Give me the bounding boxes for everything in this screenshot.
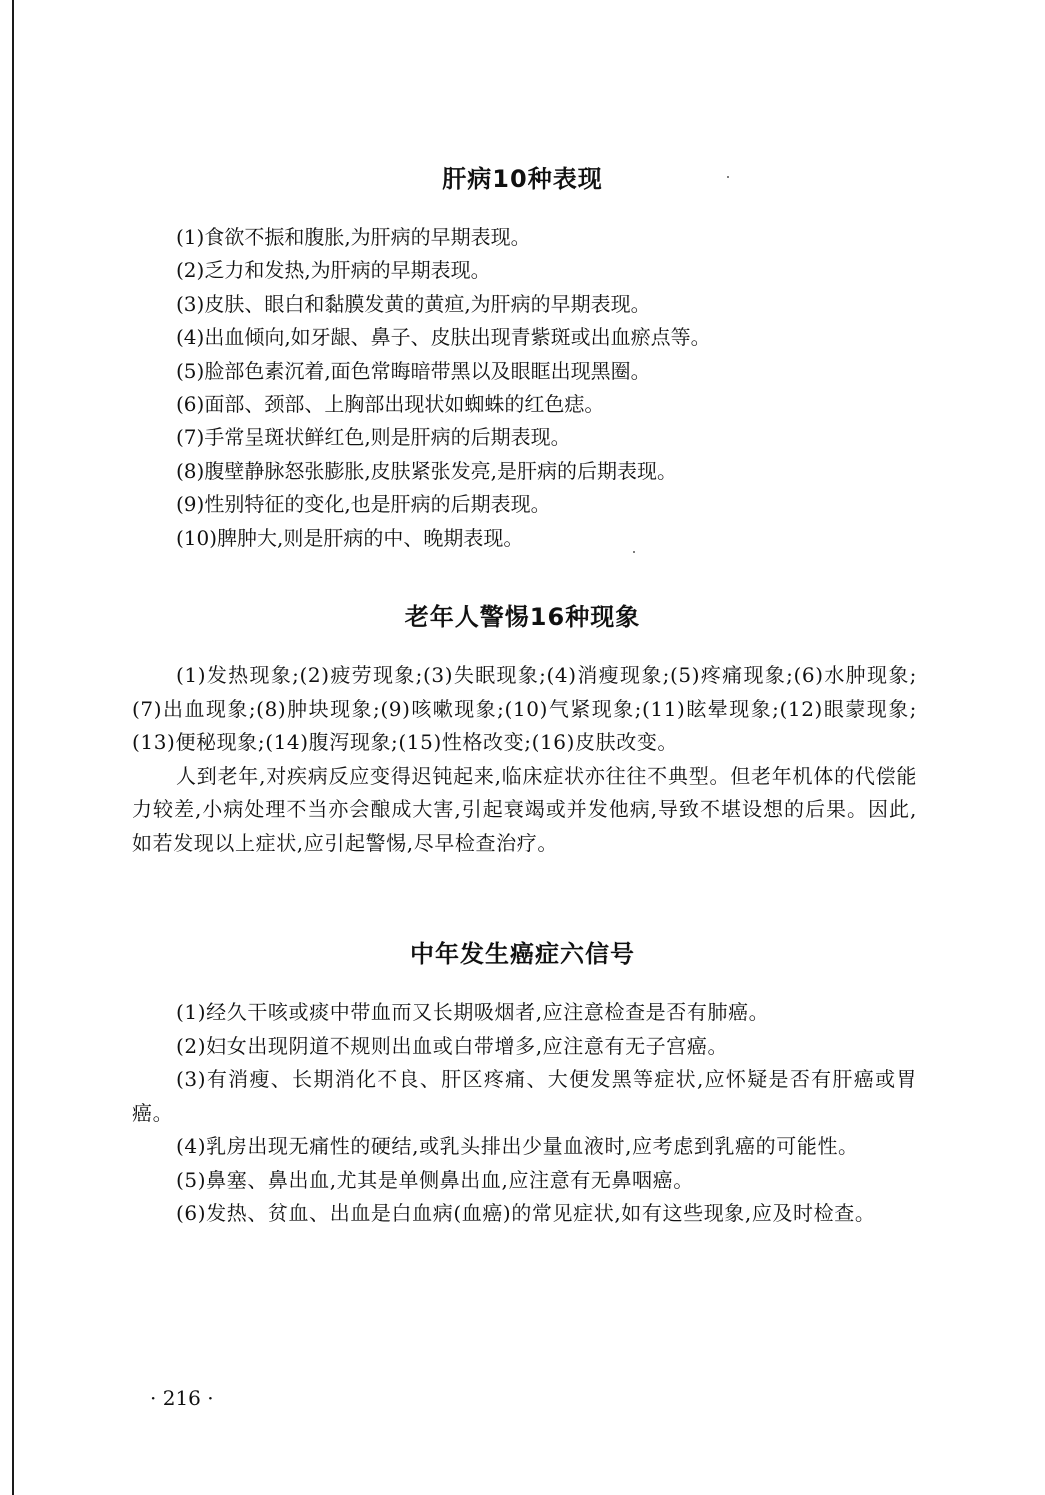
page-number: · 216 ·	[150, 1386, 214, 1410]
list-item: (9)性别特征的变化,也是肝病的后期表现。	[176, 492, 551, 517]
list-item: (10)脾肿大,则是肝病的中、晚期表现。	[176, 525, 524, 550]
section-title-elderly-warning: 老年人警惕16种现象	[404, 603, 641, 631]
section-title-cancer-signals: 中年发生癌症六信号	[410, 940, 635, 968]
section-title-liver-disease: 肝病10种表现	[442, 165, 603, 193]
list-item: (8)腹壁静脉怒张膨胀,皮肤紧张发亮,是肝病的后期表现。	[176, 458, 678, 483]
list-item: (4)出血倾向,如牙龈、鼻子、皮肤出现青紫斑或出血瘀点等。	[176, 325, 711, 350]
paragraph: (1)发热现象;(2)疲劳现象;(3)失眠现象;(4)消瘦现象;(5)疼痛现象;(6)水肿现象;(7)出血现象;(8)肿块现象;(9)咳嗽现象;(10)气紧现象;(11)眩晕现象;(12)眼蒙现象;(13)便秘现象;(14)腹泻现象;(15)性格改变;(16)皮肤改变。	[132, 663, 917, 754]
liver-disease-list	[132, 221, 917, 555]
paragraph: (6)发热、贫血、出血是白血病(血癌)的常见症状,如有这些现象,应及时检查。	[176, 1201, 876, 1225]
list-item: (7)手常呈斑状鲜红色,则是肝病的后期表现。	[176, 425, 571, 450]
list-item: (5)脸部色素沉着,面色常晦暗带黑以及眼眶出现黑圈。	[176, 358, 651, 383]
list-item: (6)面部、颈部、上胸部出现状如蜘蛛的红色痣。	[176, 392, 605, 417]
paragraph: (1)经久干咳或痰中带血而又长期吸烟者,应注意检查是否有肺癌。	[176, 1000, 770, 1024]
paragraph: 人到老年,对疾病反应变得迟钝起来,临床症状亦往往不典型。但老年机体的代偿能力较差,小病处理不当亦会酿成大害,引起衰竭或并发他病,导致不堪设想的后果。因此,如若发现以上症状,应引起警惕,尽早检查治疗。	[132, 763, 917, 855]
list-item: (1)食欲不振和腹胀,为肝病的早期表现。	[176, 225, 531, 249]
cancer-signals-text	[132, 996, 917, 1231]
elderly-warning-text	[132, 659, 917, 860]
paragraph: (4)乳房出现无痛性的硬结,或乳头排出少量血液时,应考虑到乳癌的可能性。	[176, 1134, 859, 1158]
paragraph: (2)妇女出现阴道不规则出血或白带增多,应注意有无子宫癌。	[176, 1033, 729, 1058]
scan-edge-line	[12, 0, 14, 1495]
list-item: (3)皮肤、眼白和黏膜发黄的黄疸,为肝病的早期表现。	[176, 291, 651, 316]
paragraph: (5)鼻塞、鼻出血,尤其是单侧鼻出血,应注意有无鼻咽癌。	[176, 1167, 694, 1192]
paragraph: (3)有消瘦、长期消化不良、肝区疼痛、大便发黑等症状,应怀疑是否有肝癌或胃癌。	[132, 1067, 917, 1125]
list-item: (2)乏力和发热,为肝病的早期表现。	[176, 258, 491, 283]
